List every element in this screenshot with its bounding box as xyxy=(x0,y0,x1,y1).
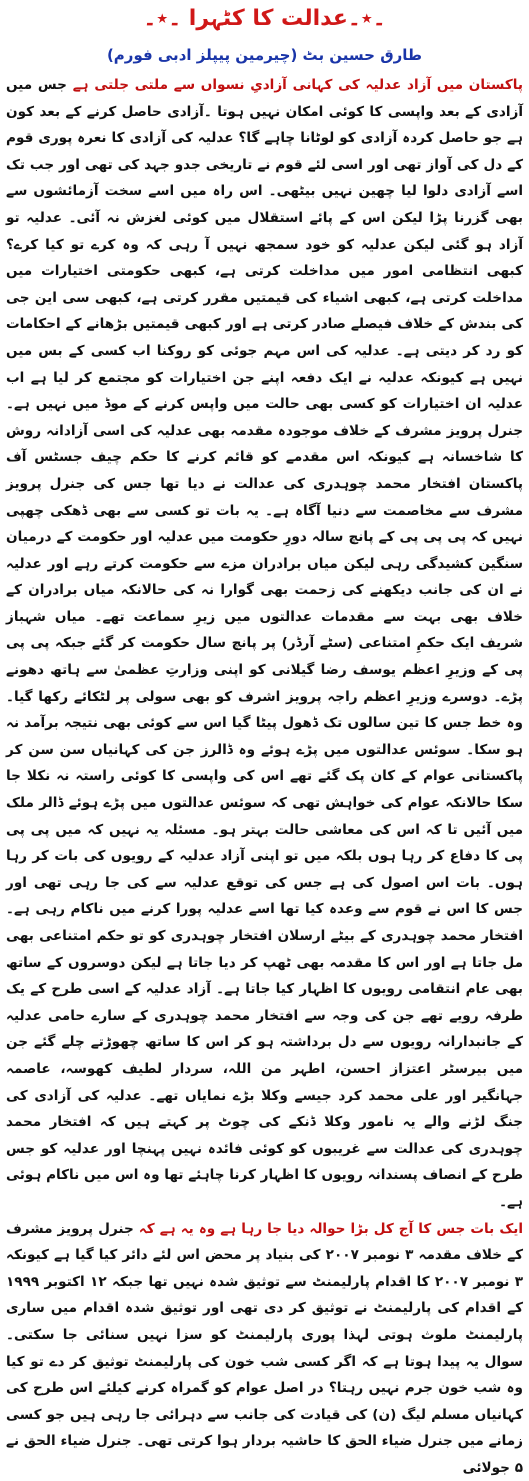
paragraph-2: جنرل پرویز مشرف کے خلاف مقدمہ ۳ نومبر ۲۰۰۷ کی بنیاد پر محض اس لئے دائر کیا گیا ہے کیونکہ ۳ نومبر ۲۰۰۷ کا اقدام پارلیمنٹ سے توثیق شدہ نہیں تھا جبکہ ۱۲ اکتوبر ۱۹۹۹ کے اقدام کی پارلیمنٹ نے توثیق کر دی تھی اور توثیق شدہ اقدام میں ساری پارلیمنٹ ملوث ہوتی لہذا پوری پارلیمنٹ کو سزا نہیں سنائی جا سکتی۔ سوال یہ پیدا ہوتا ہے کہ اگر کسی شب خون کی پارلیمنٹ توثیق کر دے تو کیا وہ شب خون جرم نہیں رہتا؟ در اصل عوام کو گمراہ کرنے کیلئے اس طرح کی کہانیاں مسلم لیگ (ن) کی قیادت کی جانب سے دہرائی جا رہی ہیں جو کسی زمانے میں جنرل ضیاء الحق کا حاشیہ بردار ہوا کرتی تھی۔ جنرل ضیاء الحق نے ۵ جولائی xyxy=(6,1220,524,1476)
article-body-2 xyxy=(6,1216,523,1481)
paragraph-2-highlight: ایک بات جس کا آج کل بڑا حوالہ دیا جا رہا ہے وہ یہ ہے کہ xyxy=(138,1220,523,1237)
article-body xyxy=(6,72,523,1216)
article-title: ۔٭۔عدالت کا کٹہرا ۔٭۔ xyxy=(143,6,386,31)
article-byline: طارق حسین بٹ (چیرمین پیپلز ادبی فورم) xyxy=(106,46,423,64)
article-lead: پاکستان میں آزاد عدلیہ کی کہانی آزادیِ نسواں سے ملتی جلتی ہے xyxy=(72,77,523,93)
paragraph-1: جس میں آزادی کے بعد واپسی کا کوئی امکان نہیں ہوتا ۔آزادی حاصل کرنے کے بعد کون ہے جو حاصل کردہ آزادی کو لوٹانا چاہے گا؟ عدلیہ کی آزادی کا نعرہ پوری قوم کے دل کی آواز تھی اور اسی لئے قوم نے تاریخی جدو جہد کی تھی اور جب تک اسے آزادی دلوا لیا چھین نہیں بیٹھی۔ اس راہ میں اسے سخت آزمائشوں سے بھی گزرنا پڑا لیکن اس کے پائے استقلال میں کوئی لغزش نہ آئی۔ عدلیہ تو آزاد ہو گئی لیکن عدلیہ کو خود سمجھ نہیں آ رہی کہ وہ کرے تو کیا کرے؟ کبھی انتظامی امور میں مداخلت کرتی ہے، کبھی حکومتی اختیارات میں مداخلت کرتی ہے، کبھی اشیاء کی قیمتیں مقرر کرتی ہے، کبھی سی این جی کی بندش کے خلاف فیصلے صادر کرتی ہے اور کبھی قیمتیں بڑھانے کے احکامات کو رد کر دیتی ہے۔ عدلیہ کی اس مہم جوئی کو روکنا اب کسی کے بس میں نہیں ہے کیونکہ عدلیہ نے ایک دفعہ اپنے جن اختیارات کو مجتمع کر لیا ہے اب عدلیہ ان اختیارات کو کسی بھی حالت میں واپس کرنے کے موڈ میں نہیں ہے۔ جنرل پرویز مشرف کے خلاف موجودہ مقدمہ بھی عدلیہ کی اسی آزادانہ روش کا شاخسانہ ہے کیونکہ اس مقدمے کو قائم کرنے کا حکم چیف جسٹس آف پاکستان افتخار محمد چوہدری کی عدالت نے دیا تھا جس کی جنرل پرویز مشرف سے مخاصمت سے دنیا آگاہ ہے۔ یہ بات تو کسی سے بھی ڈھکی چھپی نہیں کہ پی پی پی کے پانچ سالہ دورِ حکومت میں عدلیہ اور حکومت کے درمیان سنگین کشیدگی رہی لیکن میاں برادران مزے سے حکومت کرتے رہے اور عدلیہ نے ان کی جانب دیکھنے کی زحمت بھی گوارا نہ کی حالانکہ میاں برادران کے خلاف بھی بہت سے مقدمات عدالتوں میں زیرِ سماعت تھے۔ میاں شہباز شریف ایک حکمِ امتناعی (سٹے آرڈر) پر پانچ سال حکومت کر گئے جبکہ پی پی پی کے وزیرِ اعظم یوسف رضا گیلانی کو اپنی وزارتِ عظمیٰ سے ہاتھ دھونے پڑے۔ دوسرے وزیرِ اعظم راجہ پرویز اشرف کو بھی سولی پر لٹکائے رکھا گیا۔ وہ خط جس کا تین سالوں تک ڈھول پیٹا گیا اس سے کوئی بھی نتیجہ برآمد نہ ہو سکا۔ سوئس عدالتوں میں پڑے ہوئے وہ ڈالرز جن کی کہانیاں سن سن کر پاکستانی عوام کے کان پک گئے تھے اس کی واپسی کا کوئی راستہ نہ نکلا جا سکا حالانکہ عوام کی خواہش تھی کہ سوئس عدالتوں میں پڑے ہوئے ڈالر ملک میں آئیں تا کہ اس کی معاشی حالت بہتر ہو۔ مسئلہ یہ نہیں کہ میں پی پی پی کا دفاع کر رہا ہوں بلکہ میں تو اپنی آزاد عدلیہ کے رویوں کی بات کر رہا ہوں۔ بات اس اصول کی ہے جس کی توقع عدلیہ سے کی جا رہی تھی اور جس کا اس نے قوم سے وعدہ کیا تھا اسے عدلیہ پورا کرنے میں ناکام رہی ہے۔ افتخار محمد چوہدری کے بیٹے ارسلان افتخار چوہدری کو تو حکم امتناعی بھی مل جاتا ہے اور اس کا مقدمہ بھی ٹھپ کر دیا جاتا ہے لیکن دوسروں کے ساتھ بھی عام انتقامی رویوں کا اظہار کیا جاتا ہے۔ آزاد عدلیہ کے اسی طرح کے یک طرفہ رویے تھے جن کی وجہ سے افتخار محمد چوہدری کے سارے حامی عدلیہ کے جانبدارانہ رویوں سے دل برداشتہ ہو کر اس کا ساتھ چھوڑتے چلے گئے جن میں بیرسٹر اعتزاز احسن، اطہر من اللہ، سردار لطیف کھوسہ، عاصمہ جہانگیر اور علی محمد کرد جیسے وکلا بڑے نمایاں تھے۔ عدلیہ کی آزادی کی جنگ لڑنے والے یہ نامور وکلا ڈنکے کی چوٹ پر کہتے ہیں کہ افتخار محمد چوہدری کی عدالت سے غریبوں کو کوئی فائدہ نہیں پہنچا اور عدلیہ کو جس طرح کے انصاف پسندانہ رویوں کا اظہار کرنا چاہئے تھا وہ اس میں ناکام ہوئی ہے۔ xyxy=(6,77,523,1210)
